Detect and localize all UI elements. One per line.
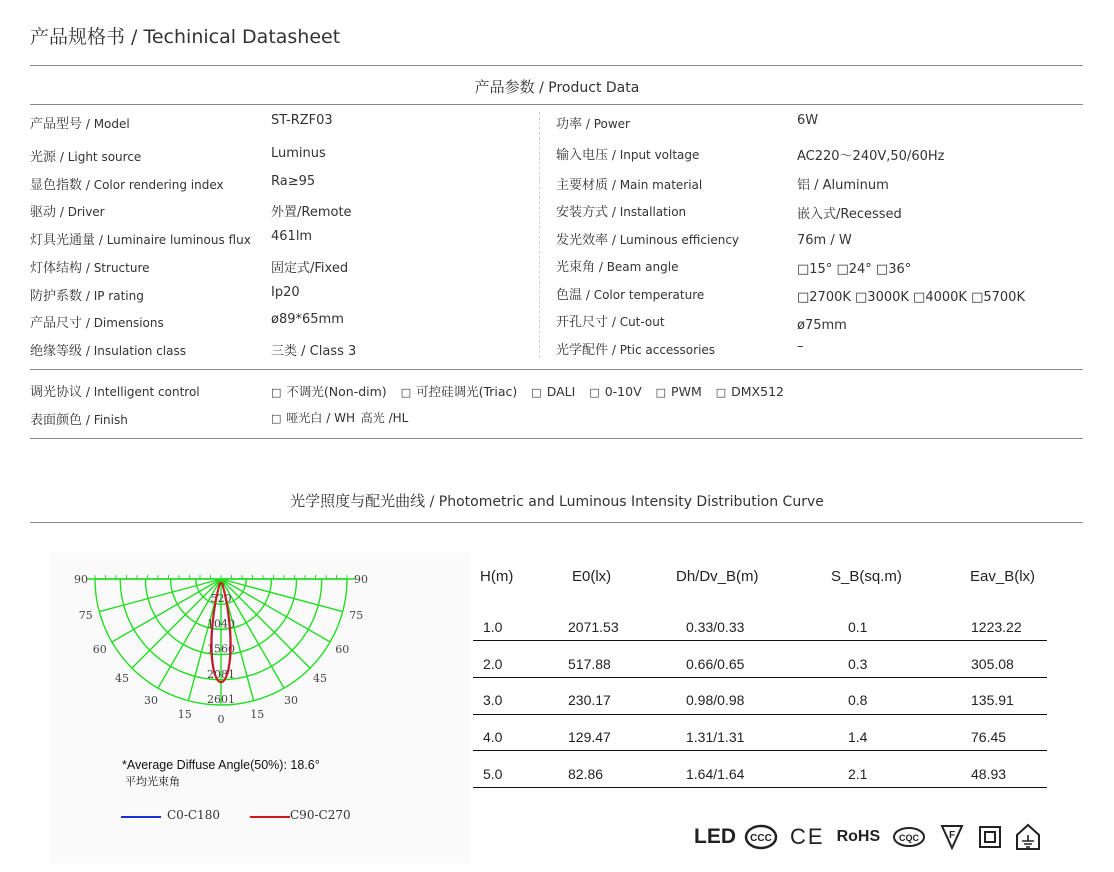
- spec-label: [556, 113, 630, 132]
- legend-label-c90: C90-C270: [290, 808, 351, 822]
- spec-label-en: / Driver: [56, 205, 105, 219]
- spec-label-en: / Input voltage: [608, 148, 700, 162]
- table-cell: 1.0: [483, 619, 503, 635]
- polar-angle-label: 15: [177, 708, 192, 722]
- table-row-divider: [473, 787, 1047, 788]
- spec-label: [556, 339, 715, 358]
- divider: [30, 65, 1083, 66]
- finish-label: [30, 409, 128, 428]
- spec-label: [30, 229, 251, 248]
- spec-label-en: / Insulation class: [82, 344, 186, 358]
- class-ii-icon: [978, 825, 1002, 849]
- table-cell: 2.1: [848, 766, 868, 782]
- spec-label: [556, 174, 702, 193]
- spec-value: –: [797, 339, 804, 354]
- spec-value: 461lm: [271, 229, 313, 244]
- checkbox-icon: □: [271, 386, 282, 399]
- spec-value: 6W: [797, 113, 819, 128]
- ground-icon: [1014, 823, 1042, 851]
- control-option-label: PWM: [671, 384, 702, 399]
- column-divider: [539, 112, 540, 358]
- divider: [30, 522, 1083, 523]
- table-header-cell: S_B(sq.m): [831, 568, 902, 585]
- table-header-cell: Dh/Dv_B(m): [676, 568, 759, 585]
- page-title: 产品规格书 / Techinical Datasheet: [30, 26, 341, 48]
- average-angle-note-zh: 平均光束角: [125, 775, 180, 788]
- spec-value: Ra≥95: [271, 174, 316, 189]
- checkbox-icon: □: [655, 386, 667, 399]
- spec-label: [556, 144, 699, 163]
- spec-label-zh: 光束角: [556, 260, 596, 275]
- spec-label-en: / Main material: [608, 178, 703, 192]
- table-header-cell: H(m): [480, 568, 514, 585]
- checkbox-icon: □: [400, 386, 412, 399]
- table-cell: 135.91: [971, 692, 1014, 708]
- legend-label-c0: C0-C180: [167, 808, 220, 822]
- svg-text:CCC: CCC: [750, 833, 772, 844]
- product-data-title-en: / Product Data: [534, 80, 640, 96]
- table-cell: 2071.53: [568, 619, 619, 635]
- polar-spoke: [221, 579, 330, 642]
- divider: [30, 369, 1083, 370]
- spec-label-zh: 显色指数: [30, 178, 83, 193]
- control-label-en: / Intelligent control: [82, 385, 200, 399]
- polar-angle-label: 60: [92, 643, 107, 656]
- spec-value: AC220～240V,50/60Hz: [797, 149, 945, 164]
- spec-label: [30, 257, 150, 276]
- spec-label-en: / Light source: [56, 150, 142, 164]
- table-cell: 517.88: [568, 656, 611, 672]
- spec-value: □15° □24° □36°: [797, 262, 912, 277]
- spec-label-zh: 绝缘等级: [30, 344, 83, 359]
- control-option: [589, 384, 641, 399]
- finish-options: [271, 409, 410, 426]
- led-mark-icon: LED: [694, 825, 736, 848]
- spec-label-zh: 光学配件: [556, 343, 609, 358]
- spec-label: [556, 229, 739, 248]
- svg-text:F: F: [949, 830, 956, 841]
- table-cell: 0.3: [848, 656, 868, 672]
- spec-label: [30, 201, 105, 220]
- spec-label-en: / Color temperature: [582, 288, 705, 302]
- finish-option-label: 高光 /HL: [360, 411, 409, 425]
- photometric-title-zh: 光学照度与配光曲线: [290, 492, 426, 510]
- svg-text:CQC: CQC: [899, 833, 920, 843]
- table-cell: 48.93: [971, 766, 1007, 782]
- spec-label-en: / Dimensions: [82, 316, 164, 330]
- table-cell: 0.8: [848, 692, 868, 708]
- control-option-label: DMX512: [731, 384, 784, 399]
- control-label: [30, 381, 200, 400]
- table-row-divider: [473, 677, 1047, 678]
- table-cell: 0.1: [848, 619, 868, 635]
- table-cell: 1223.22: [971, 619, 1022, 635]
- control-option: [716, 384, 784, 399]
- spec-value: ø75mm: [797, 318, 847, 333]
- table-cell: 4.0: [483, 729, 503, 745]
- spec-label-zh: 灯体结构: [30, 261, 83, 276]
- table-cell: 0.98/0.98: [686, 692, 745, 708]
- spec-label-zh: 功率: [556, 117, 583, 132]
- table-cell: 129.47: [568, 729, 611, 745]
- polar-angle-label: 0: [217, 713, 225, 726]
- spec-label: [30, 340, 186, 359]
- divider: [30, 438, 1083, 439]
- spec-value: 76m / W: [797, 233, 852, 248]
- polar-angle-label: 30: [144, 694, 158, 708]
- polar-angle-label: 90: [74, 573, 88, 586]
- polar-spoke: [99, 579, 221, 612]
- table-cell: 230.17: [568, 692, 611, 708]
- spec-label: [30, 285, 144, 304]
- spec-label: [556, 201, 686, 220]
- spec-label-en: / Luminaire luminous flux: [95, 233, 251, 247]
- spec-label-en: / Model: [82, 117, 130, 131]
- spec-value: 三类 / Class 3: [271, 344, 357, 359]
- spec-label: [556, 256, 678, 275]
- spec-label: [30, 312, 164, 331]
- polar-angle-label: 75: [349, 609, 364, 623]
- ccc-mark-icon: [744, 824, 778, 850]
- table-row-divider: [473, 714, 1047, 715]
- rohs-mark-icon: RoHS: [836, 828, 881, 845]
- spec-label-en: / Installation: [608, 205, 687, 219]
- polar-radial-label: 1040: [207, 617, 235, 631]
- spec-value: Luminus: [271, 146, 326, 161]
- divider: [30, 104, 1083, 105]
- table-header-cell: E0(lx): [572, 568, 612, 585]
- spec-label-zh: 产品尺寸: [30, 316, 83, 331]
- spec-value: 固定式/Fixed: [271, 261, 349, 276]
- spec-label-zh: 驱动: [30, 205, 57, 220]
- control-option-label: 不调光(Non-dim): [286, 384, 387, 399]
- certification-marks: [694, 820, 1042, 854]
- photometric-title: [0, 490, 1114, 511]
- table-cell: 82.86: [568, 766, 604, 782]
- spec-label-en: / Structure: [82, 261, 150, 275]
- polar-angle-label: 45: [312, 671, 327, 685]
- table-cell: 1.64/1.64: [686, 766, 745, 782]
- control-option: [656, 384, 702, 399]
- spec-label: [556, 311, 665, 330]
- ce-mark-icon: CE: [790, 824, 825, 849]
- spec-value: ST-RZF03: [271, 113, 333, 128]
- spec-label: [30, 174, 224, 193]
- photometric-title-en: / Photometric and Luminous Intensity Distribution Curve: [425, 494, 824, 510]
- table-cell: 3.0: [483, 692, 503, 708]
- spec-label-en: / Ptic accessories: [608, 343, 716, 357]
- spec-label-en: / Beam angle: [595, 260, 679, 274]
- spec-value: 外置/Remote: [271, 205, 352, 220]
- legend-line-c0: [121, 816, 161, 818]
- spec-value: 嵌入式/Recessed: [797, 207, 902, 222]
- polar-spoke: [112, 579, 221, 642]
- spec-label-en: / IP rating: [82, 289, 144, 303]
- control-option-label: DALI: [546, 384, 576, 399]
- polar-angle-label: 60: [335, 643, 350, 656]
- finish-label-en: / Finish: [82, 413, 128, 427]
- spec-value: □2700K □3000K □4000K □5700K: [797, 290, 1025, 305]
- finish-option-label: 哑光白 / WH: [286, 411, 355, 425]
- f-mark-icon: [940, 824, 964, 850]
- table-row-divider: [473, 640, 1047, 641]
- table-row-divider: [473, 750, 1047, 751]
- control-option-label: 可控硅调光(Triac): [416, 384, 518, 399]
- table-cell: 0.33/0.33: [686, 619, 745, 635]
- polar-radial-label: 2601: [207, 693, 235, 706]
- control-option-label: 0-10V: [604, 384, 642, 399]
- polar-radial-label: 2081: [207, 667, 235, 681]
- finish-label-zh: 表面颜色: [30, 413, 83, 428]
- spec-label-zh: 光源: [30, 150, 57, 165]
- spec-label-zh: 色温: [556, 288, 583, 303]
- checkbox-icon: □: [589, 386, 600, 399]
- table-cell: 76.45: [971, 729, 1007, 745]
- cqc-mark-icon: [892, 826, 926, 848]
- polar-spoke: [221, 579, 343, 612]
- spec-label: [30, 113, 130, 132]
- table-cell: 0.66/0.65: [686, 656, 745, 672]
- polar-angle-label: 15: [250, 708, 265, 722]
- spec-label: [556, 284, 704, 303]
- table-header-cell: Eav_B(lx): [970, 568, 1036, 585]
- checkbox-icon: □: [715, 386, 727, 399]
- spec-value: Ip20: [271, 285, 300, 300]
- polar-radial-label: 520: [210, 592, 232, 606]
- polar-angle-label: 30: [284, 694, 298, 708]
- spec-label-zh: 灯具光通量: [30, 233, 96, 248]
- spec-label-en: / Power: [582, 117, 630, 131]
- control-options: [271, 382, 798, 400]
- control-option: [401, 384, 518, 399]
- product-data-title-zh: 产品参数: [474, 78, 535, 96]
- table-cell: 5.0: [483, 766, 503, 782]
- polar-angle-label: 45: [115, 671, 130, 685]
- spec-label-zh: 发光效率: [556, 233, 609, 248]
- table-cell: 305.08: [971, 656, 1014, 672]
- spec-label: [30, 146, 141, 165]
- spec-label-zh: 开孔尺寸: [556, 315, 609, 330]
- table-cell: 1.31/1.31: [686, 729, 745, 745]
- table-cell: 1.4: [848, 729, 868, 745]
- polar-angle-label: 90: [354, 573, 368, 586]
- spec-label-zh: 输入电压: [556, 148, 609, 163]
- spec-value: 铝 / Aluminum: [797, 178, 889, 193]
- control-label-zh: 调光协议: [30, 385, 83, 400]
- spec-label-zh: 主要材质: [556, 178, 609, 193]
- spec-label-zh: 产品型号: [30, 117, 83, 132]
- control-option: [531, 384, 575, 399]
- spec-label-en: / Cut-out: [608, 315, 665, 329]
- checkbox-icon: □: [271, 412, 282, 425]
- spec-label-zh: 安装方式: [556, 205, 609, 220]
- polar-radial-label: 1560: [207, 642, 235, 656]
- polar-distribution-chart: [50, 553, 470, 753]
- polar-angle-label: 75: [78, 609, 93, 623]
- spec-value: ø89*65mm: [271, 312, 344, 327]
- checkbox-icon: □: [531, 386, 542, 399]
- table-cell: 2.0: [483, 656, 503, 672]
- spec-label-en: / Luminous efficiency: [608, 233, 740, 247]
- legend-line-c90: [250, 816, 290, 818]
- product-data-title: [0, 76, 1114, 97]
- control-option: [271, 384, 387, 399]
- spec-label-en: / Color rendering index: [82, 178, 224, 192]
- average-angle-note: *Average Diffuse Angle(50%): 18.6°: [122, 758, 320, 772]
- spec-label-zh: 防护系数: [30, 289, 83, 304]
